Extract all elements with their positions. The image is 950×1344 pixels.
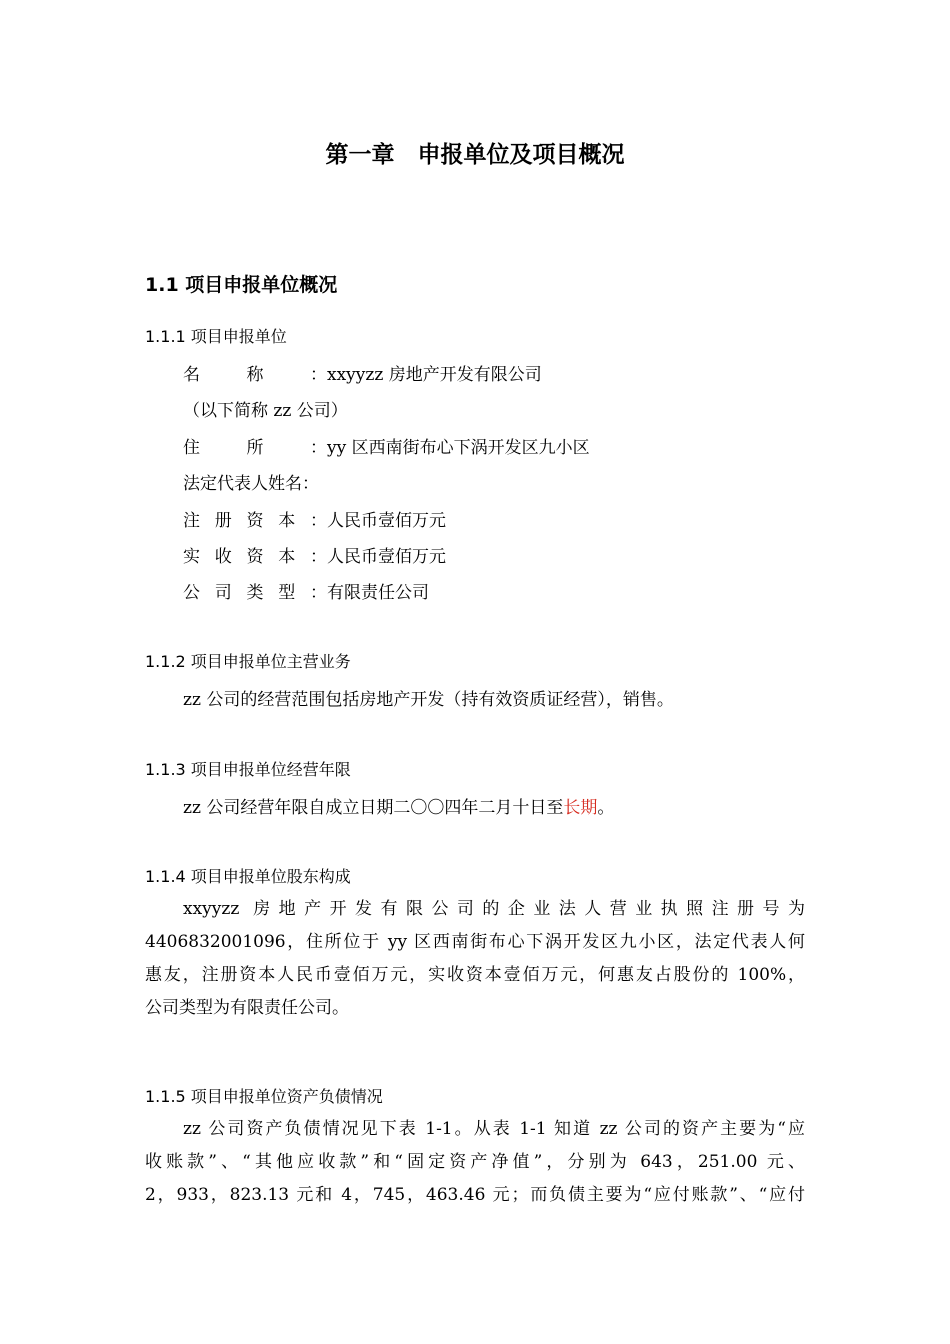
section-title: 1.1 项目申报单位概况 — [145, 274, 338, 296]
business-scope-text: zz 公司的经营范围包括房地产开发（持有效资质证经营），销售。 — [183, 690, 674, 710]
legal-rep-label: 法定代表人姓名： — [183, 474, 319, 494]
paid-capital-value: 人民币壹佰万元 — [327, 547, 446, 567]
registered-capital-row — [183, 506, 446, 531]
address-row — [183, 433, 590, 458]
registered-capital-label: 注册资本： — [183, 511, 327, 531]
subsection-heading-1-1-1: 1.1.1 项目申报单位 — [145, 327, 287, 346]
company-type-value: 有限责任公司 — [327, 583, 429, 603]
shareholder-paragraph — [145, 893, 805, 1025]
company-alias: （以下简称 zz 公司） — [183, 401, 348, 421]
address-value: yy 区西南街布心下涡开发区九小区 — [327, 438, 590, 458]
balance-paragraph — [145, 1113, 805, 1212]
subsection-heading-1-1-2: 1.1.2 项目申报单位主营业务 — [145, 652, 351, 671]
address-label: 住所： — [183, 438, 327, 458]
paid-capital-row — [183, 542, 446, 567]
company-type-row — [183, 578, 429, 603]
shareholder-line-2: 4406832001096，住所位于 yy 区西南街布心下涡开发区九小区，法定代表人何 — [145, 932, 805, 952]
balance-line-3: 2，933，823.13 元和 4，745，463.46 元；而负债主要为“应付账款”、“应付 — [145, 1185, 805, 1205]
balance-line-2: 收账款”、“其他应收款”和“固定资产净值”，分别为 643，251.00 元、 — [145, 1152, 805, 1172]
shareholder-line-3: 惠友，注册资本人民币壹佰万元，实收资本壹佰万元，何惠友占股份的 100%， — [145, 965, 805, 985]
chapter-title: 第一章 申报单位及项目概况 — [325, 142, 625, 168]
balance-line-1: zz 公司资产负债情况见下表 1-1。从表 1-1 知道 zz 公司的资产主要为“应 — [183, 1119, 805, 1139]
operating-term-text — [183, 793, 614, 818]
operating-term-after: 。 — [597, 798, 615, 818]
company-name-label: 名称： — [183, 365, 327, 385]
registered-capital-value: 人民币壹佰万元 — [327, 511, 446, 531]
company-name-row — [183, 360, 542, 385]
subsection-heading-1-1-4: 1.1.4 项目申报单位股东构成 — [145, 867, 351, 886]
shareholder-line-1: xxyyzz 房地产开发有限公司的企业法人营业执照注册号为 — [183, 899, 805, 919]
subsection-heading-1-1-5: 1.1.5 项目申报单位资产负债情况 — [145, 1087, 383, 1106]
company-name-value: xxyyzz 房地产开发有限公司 — [327, 365, 542, 385]
operating-term-before: zz 公司经营年限自成立日期二〇〇四年二月十日至 — [183, 798, 564, 818]
subsection-heading-1-1-3: 1.1.3 项目申报单位经营年限 — [145, 760, 351, 779]
company-type-label: 公司类型： — [183, 583, 327, 603]
shareholder-line-4: 公司类型为有限责任公司。 — [145, 998, 349, 1018]
operating-term-highlight: 长期 — [563, 798, 598, 818]
paid-capital-label: 实收资本： — [183, 547, 327, 567]
